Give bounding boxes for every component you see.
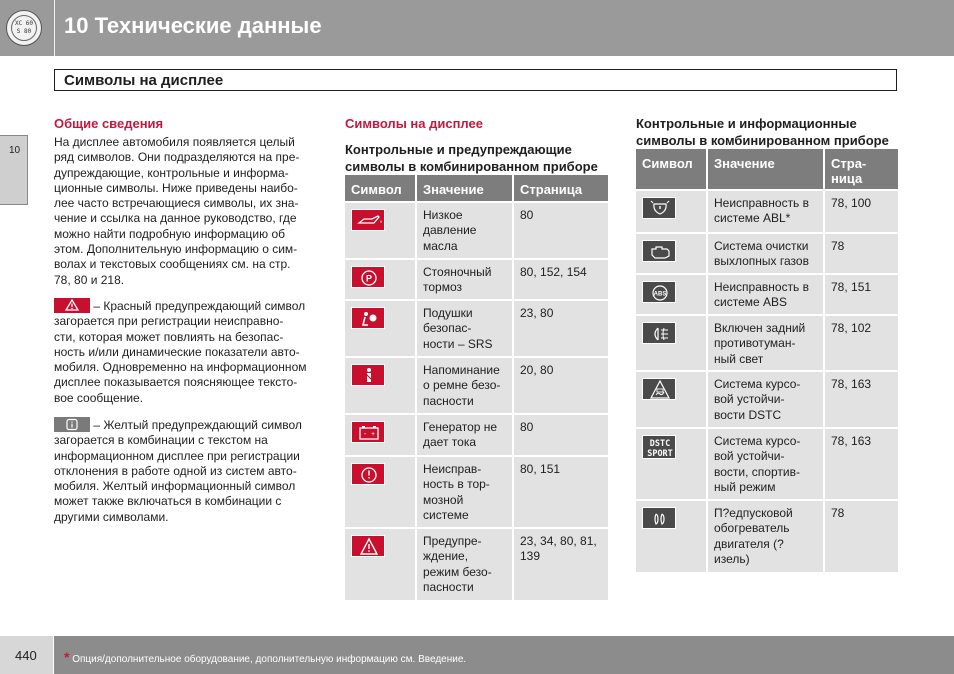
symbol-cell <box>636 428 707 500</box>
page-cell: 80, 152, 154 <box>513 259 608 300</box>
volvo-model-logo <box>6 10 42 46</box>
text-line: – Красный предупреждающий символ <box>90 299 306 313</box>
symbol-cell <box>345 528 416 600</box>
chapter-tab-label: 10 <box>9 145 21 156</box>
red-warning-paragraph <box>54 298 321 406</box>
text-line: мобиля. Желтый информационный символ <box>54 479 296 494</box>
symbol-cell <box>636 371 707 428</box>
text-line: На дисплее автомобиля появляется целый <box>54 135 295 149</box>
page-cell: 80 <box>513 202 608 259</box>
text-line: другими символами. <box>54 509 169 524</box>
page-cell: 23, 34, 80, 81, 139 <box>513 528 608 600</box>
airbag-icon <box>351 307 385 329</box>
column-header-meaning: Значение <box>416 175 513 202</box>
text-line: лее часто встречающиеся символы, их зна- <box>54 196 299 211</box>
table-row <box>636 233 898 274</box>
meaning-cell: Включен задний противотуман- ный свет <box>707 315 824 371</box>
parking-brake-icon <box>351 266 385 288</box>
subheading-line: Контрольные и информационные <box>636 116 857 131</box>
svg-text:SPORT: SPORT <box>647 449 673 459</box>
text-line: мобиля. Одновременно на информационном <box>54 360 307 375</box>
text-line: волах и текстовых сообщениях см. на стр. <box>54 257 291 272</box>
text-line: дупреждающие, контрольные и информа- <box>54 165 289 180</box>
chapter-title: 10 Технические данные <box>64 13 322 38</box>
table-row <box>345 357 608 414</box>
info-symbol-icon <box>54 417 90 432</box>
column-header-page: Страница <box>513 175 608 202</box>
engine-check-icon <box>642 240 676 262</box>
svg-text:-: - <box>363 431 367 438</box>
subheading-line: символы в комбинированном приборе <box>345 159 598 174</box>
symbol-cell <box>636 315 707 371</box>
page-cell: 23, 80 <box>513 300 608 357</box>
table-row <box>345 202 608 259</box>
table-row <box>636 315 898 371</box>
symbol-cell <box>636 233 707 274</box>
page-cell: 78, 163 <box>824 428 898 500</box>
table-row <box>636 428 898 500</box>
abl-icon <box>642 197 676 219</box>
meaning-cell: Система курсо- вой устойчи- вости DSTC <box>707 371 824 428</box>
text-line: отклонения в работе одной из систем авто- <box>54 463 297 478</box>
column-header-symbol: Символ <box>636 149 707 190</box>
general-intro <box>54 135 321 288</box>
page-cell: 78 <box>824 500 898 572</box>
red-warning-symbol-icon <box>54 298 90 313</box>
subheading-line: символы в комбинированном приборе <box>636 133 889 148</box>
footnote-star: * <box>64 649 70 665</box>
header-divider <box>54 0 55 56</box>
page-cell: 80 <box>513 414 608 456</box>
text-line: сти, которая может повлиять на безопас- <box>54 329 284 344</box>
svg-text:P: P <box>365 273 373 284</box>
text-line: вое сообщение. <box>54 390 144 405</box>
right-subheading <box>636 115 906 149</box>
text-line: ряд символов. Они подразделяются на пре- <box>54 150 300 165</box>
table-header-row <box>636 149 898 190</box>
rear-fog-light-icon <box>642 322 676 344</box>
symbol-cell <box>636 190 707 233</box>
subheading-line: Контрольные и предупреждающие <box>345 142 572 157</box>
middle-heading: Символы на дисплее <box>345 116 483 131</box>
engine-heater-icon <box>642 507 676 529</box>
warning-symbols-table <box>345 175 608 600</box>
section-title-box <box>54 69 897 91</box>
section-title: Символы на дисплее <box>64 72 224 89</box>
page-cell: 78 <box>824 233 898 274</box>
meaning-cell: Система очистки выхлопных газов <box>707 233 824 274</box>
svg-text:+: + <box>370 431 376 438</box>
brake-fault-icon <box>351 463 385 485</box>
page-cell: 78, 151 <box>824 274 898 315</box>
page-cell: 78, 100 <box>824 190 898 233</box>
symbol-cell <box>345 259 416 300</box>
column-header-meaning: Значение <box>707 149 824 190</box>
table-row <box>345 259 608 300</box>
general-heading: Общие сведения <box>54 116 164 131</box>
meaning-cell: Неисправность в системе ABS <box>707 274 824 315</box>
column-header-page: Стра- ница <box>824 149 898 190</box>
logo-text: XC 60 S 80 <box>11 15 37 41</box>
meaning-cell: Генератор не дает тока <box>416 414 513 456</box>
info-symbols-table <box>636 149 898 572</box>
page-number: 440 <box>15 648 37 663</box>
table-row <box>636 371 898 428</box>
symbol-cell <box>636 500 707 572</box>
text-line: чение и ссылка на данное руководство, где <box>54 211 297 226</box>
meaning-cell: Подушки безопас- ности – SRS <box>416 300 513 357</box>
column-header-symbol: Символ <box>345 175 416 202</box>
page-cell: 20, 80 <box>513 357 608 414</box>
symbol-cell <box>345 300 416 357</box>
table-row <box>345 414 608 456</box>
yellow-warning-paragraph <box>54 417 321 525</box>
table-row <box>345 456 608 528</box>
meaning-cell: П?едпусковой обогреватель двигателя (? изель) <box>707 500 824 572</box>
symbol-cell <box>345 202 416 259</box>
text-line: дисплее показывается поясняющее тексто- <box>54 375 298 390</box>
text-line: этом. Дополнительную информацию о сим- <box>54 242 298 257</box>
symbol-cell <box>345 456 416 528</box>
table-row <box>636 190 898 233</box>
symbol-cell <box>636 274 707 315</box>
meaning-cell: Стояночный тормоз <box>416 259 513 300</box>
text-line: 78, 80 и 218. <box>54 272 125 287</box>
text-line: информационном дисплее при регистрации <box>54 448 300 463</box>
dstc-sport-icon <box>642 435 676 459</box>
page-cell: 78, 102 <box>824 315 898 371</box>
meaning-cell: Система курсо- вой устойчи- вости, спортив- ный режим <box>707 428 824 500</box>
page-cell: 80, 151 <box>513 456 608 528</box>
text-line: – Желтый предупреждающий символ <box>90 418 302 432</box>
battery-icon <box>351 421 385 443</box>
table-header-row <box>345 175 608 202</box>
text-line: загорается в комбинации с текстом на <box>54 433 268 448</box>
seatbelt-icon <box>351 364 385 386</box>
svg-text:DSTC: DSTC <box>649 439 671 449</box>
meaning-cell: Низкое давление масла <box>416 202 513 259</box>
middle-subheading <box>345 141 615 175</box>
footnote <box>64 649 466 665</box>
table-row <box>345 528 608 600</box>
meaning-cell: Неисправность в системе ABL* <box>707 190 824 233</box>
warning-triangle-icon <box>351 535 385 557</box>
table-row <box>345 300 608 357</box>
symbol-cell <box>345 414 416 456</box>
oil-pressure-icon <box>351 209 385 231</box>
text-line: загорается при регистрации неисправно- <box>54 314 284 329</box>
table-row <box>636 274 898 315</box>
meaning-cell: Напоминание о ремне безо- пасности <box>416 357 513 414</box>
chapter-tab[interactable] <box>0 135 28 205</box>
text-line: может также включаться в комбинации с <box>54 494 282 509</box>
text-line: можно найти подробную информацию об <box>54 226 286 241</box>
abs-icon <box>642 281 676 303</box>
text-line: ционные символы. Ниже приведены наибо- <box>54 180 298 195</box>
symbol-cell <box>345 357 416 414</box>
svg-text:ABS: ABS <box>653 291 667 298</box>
meaning-cell: Неисправ- ность в тор- мозной системе <box>416 456 513 528</box>
footnote-text: Опция/дополнительное оборудование, дополнительную информацию см. Введение. <box>69 654 467 665</box>
text-line: ность и/или динамические показатели авто- <box>54 344 300 359</box>
meaning-cell: Предупре- ждение, режим безо- пасности <box>416 528 513 600</box>
dstc-icon <box>642 378 676 400</box>
table-row <box>636 500 898 572</box>
page-cell: 78, 163 <box>824 371 898 428</box>
